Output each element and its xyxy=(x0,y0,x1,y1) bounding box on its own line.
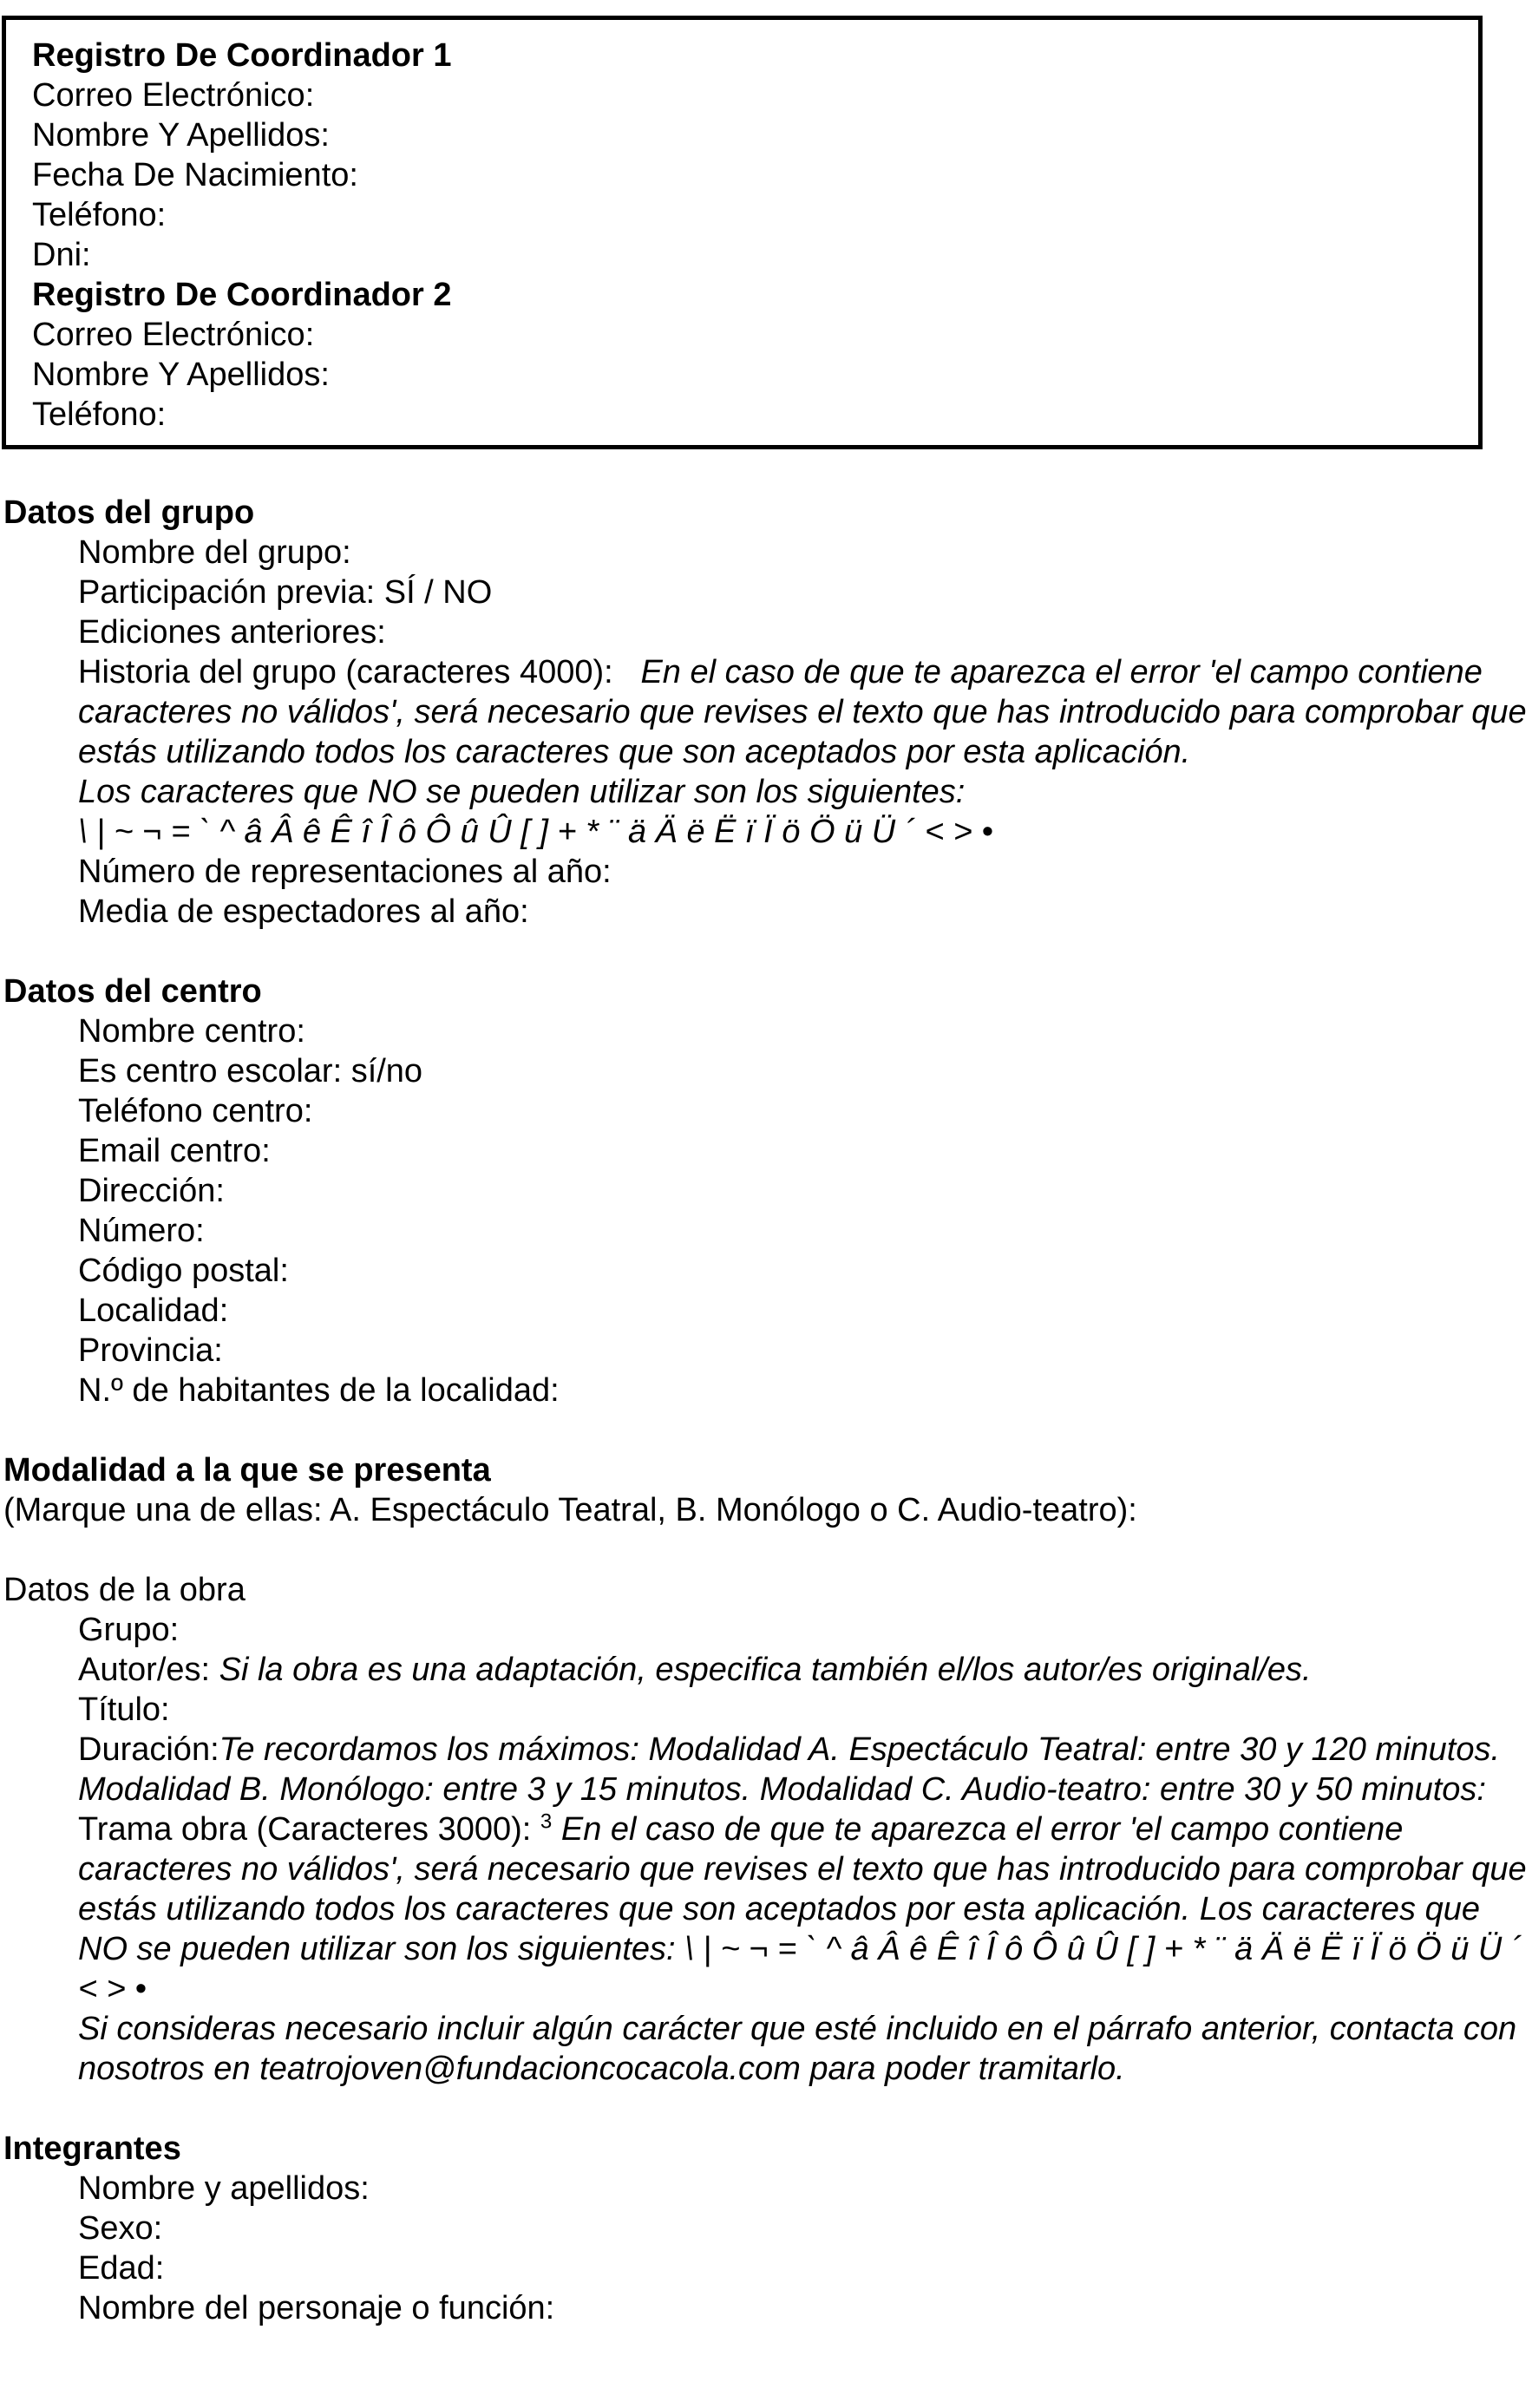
registro1-dni-field: Dni: xyxy=(32,237,91,273)
integrantes-personaje: Nombre del personaje o función: xyxy=(78,2290,555,2326)
obra-section xyxy=(3,1570,1527,2089)
centro-title: Datos del centro xyxy=(3,973,262,1010)
obra-title: Datos de la obra xyxy=(3,1572,246,1608)
centro-localidad: Localidad: xyxy=(78,1292,229,1329)
grupo-historia-note2: Los caracteres que NO se pueden utilizar son los siguientes: xyxy=(78,774,966,810)
centro-habitantes: N.º de habitantes de la localidad: xyxy=(78,1372,560,1409)
obra-titulo: Título: xyxy=(78,1691,170,1728)
grupo-ediciones: Ediciones anteriores: xyxy=(78,614,386,651)
centro-telefono: Teléfono centro: xyxy=(78,1093,313,1129)
obra-trama-footnote: 3 xyxy=(540,1809,553,1834)
obra-duracion-label: Duración: xyxy=(78,1731,219,1768)
obra-autor-note: Si la obra es una adaptación, especifica también el/los autor/es original/es. xyxy=(219,1652,1312,1688)
centro-direccion: Dirección: xyxy=(78,1173,225,1209)
registro1-phone-field: Teléfono: xyxy=(32,197,167,233)
obra-trama-note: En el caso de que te aparezca el error 'el campo contiene caracteres no válidos', será necesario que revises el texto que has introducido para comprobar que estás utilizando todos los caracteres que son aceptados por esta aplicación. Los caracteres que NO se pueden utilizar son los siguientes: \ | ~ ¬ = ` ^ â Â ê Ê î Î ô Ô û Û [ ] + * ¨ ä Ä ë Ë ï Ï ö Ö ü Ü ´ < > • xyxy=(78,1811,1527,2007)
centro-provincia: Provincia: xyxy=(78,1332,223,1369)
integrantes-sexo: Sexo: xyxy=(78,2210,163,2247)
obra-autor xyxy=(78,1650,1527,1690)
grupo-historia xyxy=(78,652,1527,772)
registro1-email-field: Correo Electrónico: xyxy=(32,77,315,114)
registro1-birthdate-field: Fecha De Nacimiento: xyxy=(32,157,358,193)
grupo-espectadores: Media de espectadores al año: xyxy=(78,893,529,930)
grupo-title: Datos del grupo xyxy=(3,494,255,531)
integrantes-title: Integrantes xyxy=(3,2130,181,2167)
registro2-email-field: Correo Electrónico: xyxy=(32,317,315,353)
grupo-historia-note: En el caso de que te aparezca el error 'el campo contiene caracteres no válidos', será necesario que revises el texto que has introducido para comprobar que estás utilizando todos los caracteres que son aceptados por esta aplicación. xyxy=(78,654,1527,770)
grupo-representaciones: Número de representaciones al año: xyxy=(78,854,612,890)
centro-email: Email centro: xyxy=(78,1133,271,1169)
modalidad-text: (Marque una de ellas: A. Espectáculo Teatral, B. Monólogo o C. Audio-teatro): xyxy=(3,1492,1137,1528)
integrantes-section xyxy=(3,2129,1527,2328)
registro1-name-field: Nombre Y Apellidos: xyxy=(32,117,330,154)
integrantes-nombre: Nombre y apellidos: xyxy=(78,2170,370,2207)
centro-nombre: Nombre centro: xyxy=(78,1013,305,1050)
registro2-name-field: Nombre Y Apellidos: xyxy=(32,357,330,393)
grupo-section xyxy=(3,493,1527,932)
registro1-title: Registro De Coordinador 1 xyxy=(32,37,452,74)
obra-duracion-note: Te recordamos los máximos: Modalidad A. Espectáculo Teatral: entre 30 y 120 minutos. Modalidad B. Monólogo: entre 3 y 15 minutos. Modalidad C. Audio-teatro: entre 30 y 50 minutos: xyxy=(78,1731,1501,1808)
registro2-phone-field: Teléfono: xyxy=(32,396,167,433)
obra-duracion xyxy=(78,1730,1527,1809)
grupo-participacion: Participación previa: SÍ / NO xyxy=(78,574,493,611)
integrantes-edad: Edad: xyxy=(78,2250,165,2287)
registro2-title: Registro De Coordinador 2 xyxy=(32,277,452,313)
centro-codigo-postal: Código postal: xyxy=(78,1253,289,1289)
modalidad-title: Modalidad a la que se presenta xyxy=(3,1452,491,1489)
centro-numero: Número: xyxy=(78,1213,205,1249)
centro-section xyxy=(3,972,1527,1410)
grupo-historia-chars: \ | ~ ¬ = ` ^ â Â ê Ê î Î ô Ô û Û [ ] + * ¨ ä Ä ë Ë ï Ï ö Ö ü Ü ´ < > • xyxy=(78,814,993,850)
obra-trama-label: Trama obra (Caracteres 3000): xyxy=(78,1811,532,1848)
centro-escolar: Es centro escolar: sí/no xyxy=(78,1053,423,1089)
obra-autor-label: Autor/es: xyxy=(78,1652,211,1688)
form-body xyxy=(3,493,1527,2328)
modalidad-section xyxy=(3,1450,1527,1530)
grupo-historia-label: Historia del grupo (caracteres 4000): xyxy=(78,654,613,690)
obra-grupo: Grupo: xyxy=(78,1612,180,1648)
grupo-nombre: Nombre del grupo: xyxy=(78,534,351,571)
obra-trama-note2: Si consideras necesario incluir algún carácter que esté incluido en el párrafo anterior, contacta con nosotros en teatrojoven@fundacioncocacola.com para poder tramitarlo. xyxy=(78,2011,1517,2087)
coordinator-registration-box xyxy=(2,16,1483,449)
obra-trama xyxy=(78,1809,1527,2009)
